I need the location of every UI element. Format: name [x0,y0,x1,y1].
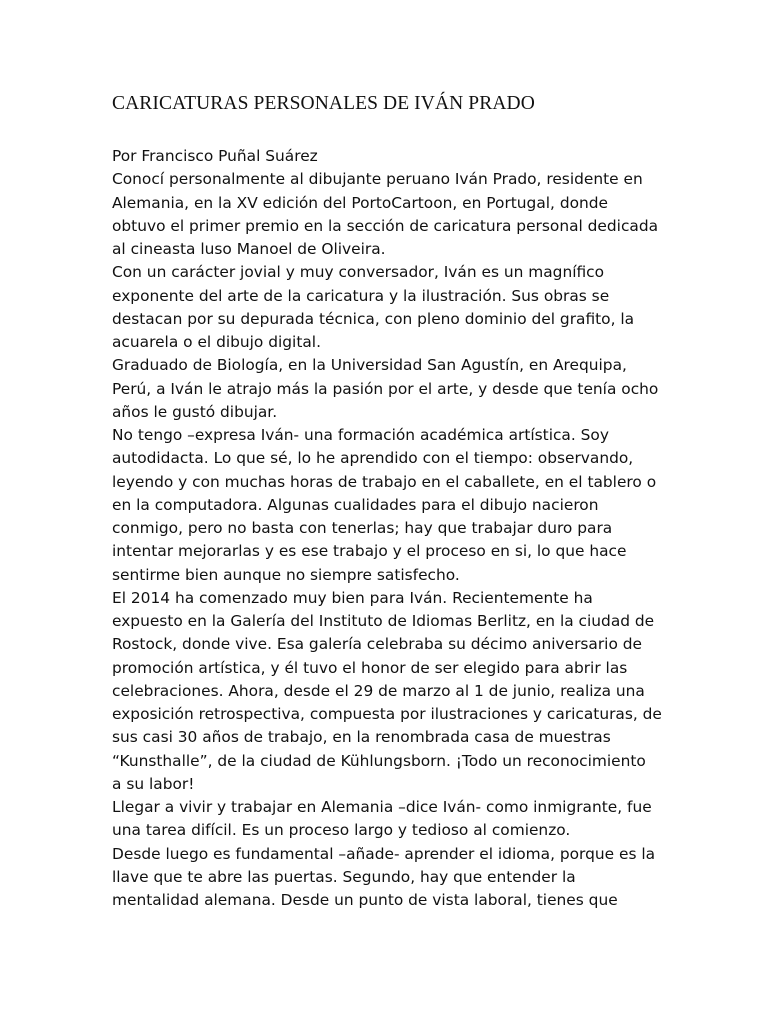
text-line: destacan por su depurada técnica, con pleno dominio del grafito, la [112,309,635,328]
text-line: llave que te abre las puertas. Segundo, hay que entender la [112,867,576,886]
text-line: Con un carácter jovial y muy conversador, Iván es un magnífico [112,263,605,282]
document-page [112,90,672,912]
text-line: leyendo y con muchas horas de trabajo en el caballete, en el tablero o [112,472,657,491]
text-line: “Kunsthalle”, de la ciudad de Kühlungsborn. ¡Todo un reconocimiento [112,751,646,770]
text-line: Llegar a vivir y trabajar en Alemania –dice Iván- como inmigrante, fue [112,798,652,816]
text-line: Perú, a Iván le atrajo más la pasión por el arte, y desde que tenía ocho [112,379,659,398]
text-line: Conocí personalmente al dibujante peruano Iván Prado, residente en [112,170,643,189]
text-line: intentar mejorarlas y es ese trabajo y el proceso en si, lo que hace [112,542,627,561]
text-line: en la computadora. Algunas cualidades para el dibujo nacieron [112,495,599,514]
text-line: a su labor! [112,774,195,793]
text-line: sus casi 30 años de trabajo, en la renombrada casa de muestras [112,728,611,747]
text-line: El 2014 ha comenzado muy bien para Iván. Recientemente ha [112,588,593,607]
text-line: acuarela o el dibujo digital. [112,333,321,351]
text-line: mentalidad alemana. Desde un punto de vista laboral, tienes que [112,891,618,909]
text-line: conmigo, pero no basta con tenerlas; hay que trabajar duro para [112,519,613,537]
byline: Por Francisco Puñal Suárez [112,147,318,165]
document-body [112,145,672,912]
text-line: exposición retrospectiva, compuesta por ilustraciones y caricaturas, de [112,705,662,723]
text-line: expuesto en la Galería del Instituto de Idiomas Berlitz, en la ciudad de [112,612,655,630]
text-line: exponente del arte de la caricatura y la ilustración. Sus obras se [112,286,610,305]
text-line: al cineasta luso Manoel de Oliveira. [112,240,386,258]
text-line: Desde luego es fundamental –añade- aprender el idioma, porque es la [112,844,656,863]
text-line: años le gustó dibujar. [112,402,278,421]
text-line: autodidacta. Lo que sé, lo he aprendido con el tiempo: observando, [112,449,634,468]
text-line: una tarea difícil. Es un proceso largo y tedioso al comienzo. [112,821,571,840]
text-line: promoción artística, y él tuvo el honor de ser elegido para abrir las [112,658,628,677]
text-line: Rostock, donde vive. Esa galería celebraba su décimo aniversario de [112,635,643,654]
text-line: sentirme bien aunque no siempre satisfecho. [112,565,460,584]
document-title: CARICATURAS PERSONALES DE IVÁN PRADO [112,93,535,114]
text-line: Graduado de Biología, en la Universidad San Agustín, en Arequipa, [112,356,627,375]
text-line: Alemania, en la XV edición del PortoCartoon, en Portugal, donde [112,193,609,212]
text-line: obtuvo el primer premio en la sección de caricatura personal dedicada [112,216,659,235]
text-line: No tengo –expresa Iván- una formación académica artística. Soy [112,426,609,444]
text-line: celebraciones. Ahora, desde el 29 de marzo al 1 de junio, realiza una [112,681,645,700]
